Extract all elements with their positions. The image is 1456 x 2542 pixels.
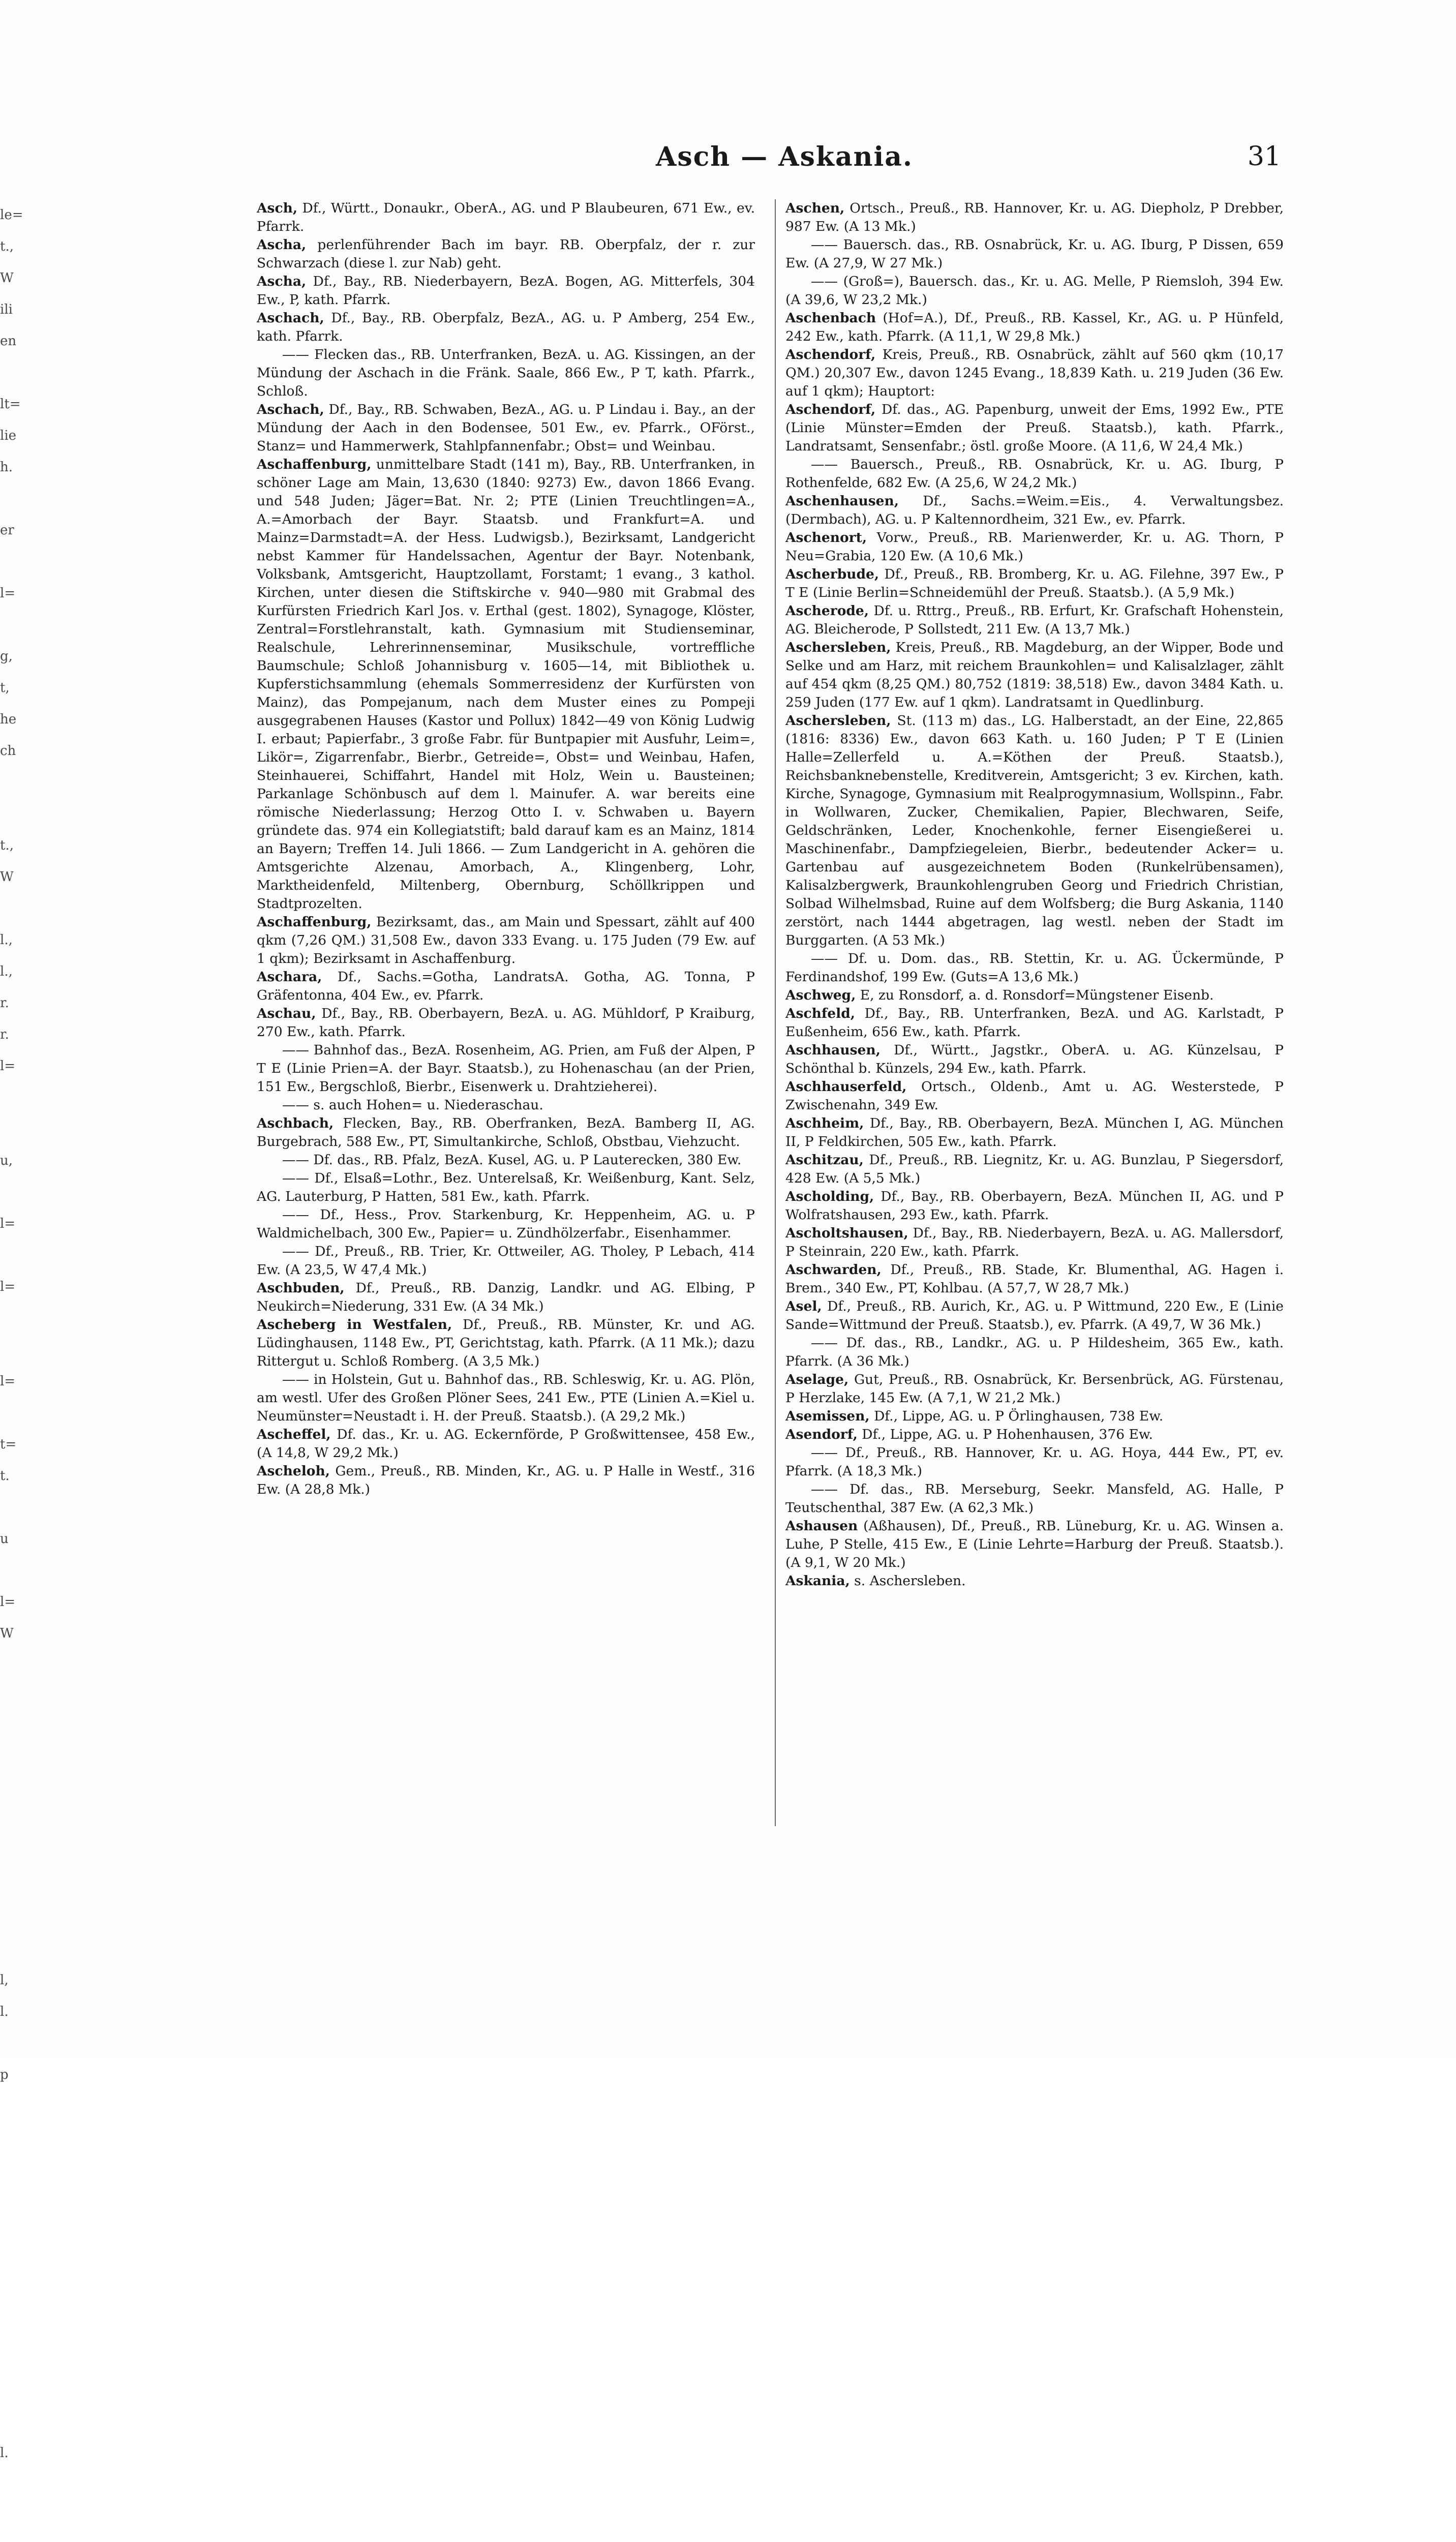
entry-headword: Ascholtshausen, [785, 1225, 908, 1241]
margin-fragment: t. [0, 1468, 10, 1484]
margin-fragment [0, 2311, 76, 2343]
entry-headword: Aschenort, [785, 530, 867, 546]
entry-headword: Ashausen [785, 1518, 858, 1534]
entry-text: Gem., Preuß., RB. Minden, Kr., AG. u. P Halle in Westf., 316 Ew. (A 28,8 Mk.) [257, 1463, 755, 1497]
gazetteer-entry [785, 1151, 1284, 1188]
margin-fragment: l= [0, 1594, 16, 1610]
entry-headword: Asch, [257, 200, 298, 216]
margin-fragment [0, 1901, 76, 1933]
margin-fragment: l= [0, 1279, 16, 1294]
entry-text: Df., Preuß., RB. Liegnitz, Kr. u. AG. Bunzlau, P Siegersdorf, 428 Ew. (A 5,5 Mk.) [785, 1152, 1284, 1186]
margin-fragment [0, 1838, 76, 1870]
gazetteer-entry [785, 639, 1284, 712]
margin-fragment [0, 1649, 76, 1681]
gazetteer-entry [785, 1426, 1284, 1444]
margin-fragment [0, 1775, 76, 1807]
gazetteer-entry [785, 1371, 1284, 1407]
margin-fragment: lie [0, 428, 17, 443]
entry-headword: Ascha, [257, 274, 307, 289]
gazetteer-entry [785, 1078, 1284, 1114]
entry-headword: Asemissen, [785, 1408, 870, 1424]
entry-text: —— Bauersch., Preuß., RB. Osnabrück, Kr. u. AG. Iburg, P Rothenfelde, 682 Ew. (A 25,6, W 24,2 Mk.) [785, 457, 1284, 491]
gazetteer-entry [785, 1517, 1284, 1572]
entry-text: Df., Lippe, AG. u. P Örlinghausen, 738 Ew. [869, 1408, 1164, 1424]
entry-text: —— Df., Preuß., RB. Trier, Kr. Ottweiler, AG. Tholey, P Lebach, 414 Ew. (A 23,5, W 47,4 Mk.) [257, 1244, 755, 1278]
margin-fragment [0, 1712, 76, 1744]
margin-fragment [0, 1681, 76, 1712]
margin-fragment: r. [0, 995, 9, 1011]
gazetteer-entry [785, 1334, 1284, 1371]
margin-fragment: ili [0, 302, 13, 317]
entry-text: Gut, Preuß., RB. Osnabrück, Kr. Bersenbrück, AG. Fürstenau, P Herzlake, 145 Ew. (A 7,1, W 21,2 Mk.) [785, 1372, 1284, 1406]
margin-fragment [0, 798, 76, 830]
entry-text: Ortsch., Oldenb., Amt u. AG. Westerstede, P Zwischenahn, 349 Ew. [785, 1079, 1284, 1113]
entry-text: Df. u. Rttrg., Preuß., RB. Erfurt, Kr. Grafschaft Hohenstein, AG. Bleicherode, P Sollstedt, 211 Ew. (A 13,7 Mk.) [785, 603, 1284, 637]
entry-headword: Askania, [785, 1573, 850, 1589]
margin-fragment: t, [0, 680, 10, 695]
page-title: Asch — Askania. [656, 141, 913, 172]
margin-fragment [0, 1492, 76, 1523]
entry-text: Ortsch., Preuß., RB. Hannover, Kr. u. AG. Diepholz, P Drebber, 987 Ew. (A 13 Mk.) [785, 200, 1284, 234]
entry-text: Df., Sachs.=Gotha, LandratsA. Gotha, AG. Tonna, P Gräfentonna, 404 Ew., ev. Pfarrk. [257, 969, 755, 1003]
margin-fragment [0, 1555, 76, 1586]
entry-headword: Aschaffenburg, [257, 457, 372, 472]
entry-text: Df., Bay., RB. Oberbayern, BezA. u. AG. Mühldorf, P Kraiburg, 270 Ew., kath. Pfarrk. [257, 1006, 755, 1040]
entry-text: —— (Groß=), Bauersch. das., Kr. u. AG. Melle, P Riemsloh, 394 Ew. (A 39,6, W 23,2 Mk.) [785, 274, 1284, 308]
gazetteer-entry [257, 1005, 755, 1041]
margin-fragment: W [0, 1626, 14, 1641]
gazetteer-entry [785, 1444, 1284, 1480]
entry-text: Df., Bay., RB. Oberbayern, BezA. München I, AG. München II, P Feldkirchen, 505 Ew., kath. Pfarrk. [785, 1115, 1284, 1149]
gazetteer-entry [785, 950, 1284, 986]
margin-fragment: er [0, 523, 14, 538]
entry-text: —— s. auch Hohen= u. Niederaschau. [282, 1097, 543, 1113]
margin-fragment [0, 2343, 76, 2374]
gazetteer-entry [785, 1261, 1284, 1297]
margin-fragment [0, 2532, 76, 2542]
gazetteer-entry [257, 1114, 755, 1151]
margin-fragment [0, 2374, 76, 2406]
margin-fragment: g, [0, 649, 13, 664]
margin-fragment [0, 357, 76, 388]
margin-fragment: t., [0, 239, 14, 254]
gazetteer-entry [257, 401, 755, 456]
margin-fragment [0, 1239, 76, 1271]
margin-fragment: W [0, 869, 14, 885]
entry-text: Bezirksamt, das., am Main und Spessart, zählt auf 400 qkm (7,26 QM.) 31,508 Ew., davon 333 Evang. u. 175 Juden (79 Ew. auf 1 qkm); Bezirksamt in Aschaffenburg. [257, 914, 755, 966]
margin-fragment [0, 1113, 76, 1145]
gazetteer-entry [785, 1407, 1284, 1426]
entry-headword: Ascheberg in Westfalen, [257, 1317, 452, 1333]
entry-text: Df., Sachs.=Weim.=Eis., 4. Verwaltungsbez. (Dermbach), AG. u. P Kaltennordheim, 321 Ew., ev. Pfarrk. [785, 493, 1284, 527]
gazetteer-entry [257, 1096, 755, 1114]
entry-headword: Aschendorf, [785, 347, 876, 362]
entry-headword: Ascherode, [785, 603, 869, 619]
entry-text: —— Bahnhof das., BezA. Rosenheim, AG. Prien, am Fuß der Alpen, P T E (Linie Prien=A. der Bayr. Staatsb.), zu Hohenaschau (an der Prien, 151 Ew., Bergschloß, Bierbr., Eisenwerk u. Drahtzieherei). [257, 1042, 755, 1095]
gazetteer-entry [257, 309, 755, 346]
entry-text: Vorw., Preuß., RB. Marienwerder, Kr. u. AG. Thorn, P Neu=Grabia, 120 Ew. (A 10,6 Mk.) [785, 530, 1284, 564]
entry-text: Df., Bay., RB. Oberbayern, BezA. München II, AG. und P Wolfratshausen, 293 Ew., kath. Pfarrk. [785, 1189, 1284, 1223]
entry-text: —— Df., Elsaß=Lothr., Bez. Unterelsaß, Kr. Weißenburg, Kant. Selz, AG. Lauterburg, P Hatten, 581 Ew., kath. Pfarrk. [257, 1170, 755, 1204]
entry-headword: Aschbuden, [257, 1280, 345, 1296]
gazetteer-entry [257, 1041, 755, 1096]
entry-text: Kreis, Preuß., RB. Osnabrück, zählt auf 560 qkm (10,17 QM.) 20,307 Ew., davon 1245 Evang., 18,839 Kath. u. 219 Juden (36 Ew. auf 1 qkm); Hauptort: [785, 347, 1284, 399]
entry-headword: Aschach, [257, 402, 324, 417]
gazetteer-entry [257, 273, 755, 309]
gazetteer-entry [257, 199, 755, 236]
gazetteer-entry [785, 236, 1284, 273]
entry-text: unmittelbare Stadt (141 m), Bay., RB. Unterfranken, in schöner Lage am Main, 13,630 (1840: 9273) Ew., davon 1866 Evang. und 548 Juden; Jäger=Bat. Nr. 2; PTE (Linien Treuchtlingen=A., A.=Amorbach der Bayr. Staatsb. und Frankfurt=A. und Mainz=Darmstadt=A. der Hess. Ludwigsb.), Bezirksamt, Landgericht nebst Kammer für Handelssachen, Agentur der Bayr. Notenbank, Volksbank, Amtsgericht, Hauptzollamt, Forstamt; 1 evang., 3 kathol. Kirchen, unter diesen die Stiftskirche v. 940—980 mit Grabmal des Kurfürsten Friedrich Karl Jos. v. Erthal (gest. 1802), Synagoge, Klöster, Zentral=Forstlehranstalt, kath. Gymnasium mit Studienseminar, Realschule, Lehrerinnenseminar, Musikschule, vortreffliche Baumschule; Schloß Johannisburg v. 1605—14, mit Bibliothek u. Kupferstichsammlung (ehemals Sommerresidenz der Kurfürsten von Mainz), das Pompejanum, nach dem Muster eines zu Pompeji ausgegrabenen Hauses (Kastor und Pollux) 1842—49 von König Ludwig I. erbaut; Papierfabr., 3 große Fabr. für Buntpapier mit Ausfuhr, Leim=, Likör=, Zigarrenfabr., Bierbr., Getreide=, Obst= und Weinbau, Hafen, Steinhauerei, Schiffahrt, Handel mit Holz, Wein u. Bausteinen; Parkanlage Schönbusch auf dem l. Mainufer. A. war bereits eine römische Niederlassung; Herzog Otto I. v. Schwaben u. Bayern gründete das. 974 ein Kollegiatstift; bald darauf kam es an Mainz, 1814 an Bayern; Treffen 14. Juli 1866. — Zum Landgericht in A. gehören die Amtsgerichte Alzenau, Amorbach, A., Klingenberg, Lohr, Marktheidenfeld, Miltenberg, Obernburg, Schöllkrippen und Stadtprozelten. [257, 457, 755, 912]
margin-fragment [0, 2280, 76, 2311]
entry-text: —— Df., Hess., Prov. Starkenburg, Kr. Heppenheim, AG. u. P Waldmichelbach, 300 Ew., Papier= u. Zündhölzerfabr., Eisenhammer. [257, 1207, 755, 1241]
entry-headword: Aschenhausen, [785, 493, 899, 509]
gazetteer-entry [257, 1151, 755, 1169]
entry-headword: Aschersleben, [785, 640, 891, 655]
entry-headword: Aschbach, [257, 1115, 334, 1131]
margin-fragment [0, 1933, 76, 1964]
entry-headword: Aschara, [257, 969, 322, 985]
margin-fragment: l= [0, 586, 16, 601]
gazetteer-entry [785, 1572, 1284, 1590]
gazetteer-entry [785, 712, 1284, 950]
margin-fragment [0, 1744, 76, 1775]
running-head [264, 141, 1281, 177]
margin-fragment: l. [0, 2445, 9, 2461]
column-divider [775, 199, 776, 1826]
margin-fragment [0, 2154, 76, 2185]
page-number: 31 [1247, 141, 1281, 172]
entry-headword: Aschau, [257, 1006, 316, 1021]
entry-text: Df., Bay., RB. Schwaben, BezA., AG. u. P Lindau i. Bay., an der Mündung der Aach in den Bodensee, 501 Ew., ev. Pfarrk., OFörst., Stanz= und Hammerwerk, Stahlpfannenfabr.; Obst= und Weinbau. [257, 402, 755, 454]
margin-fragment [0, 1334, 76, 1366]
entry-headword: Aschweg, [785, 987, 856, 1003]
gazetteer-entry [257, 1279, 755, 1316]
entry-text: Df., Württ., Jagstkr., OberA. u. AG. Künzelsau, P Schönthal b. Künzels, 294 Ew., kath. Pfarrk. [785, 1042, 1284, 1076]
margin-fragment: h. [0, 460, 13, 475]
gazetteer-entry [257, 1206, 755, 1243]
entry-text: Df., Preuß., RB. Aurich, Kr., AG. u. P Wittmund, 220 Ew., E (Linie Sande=Wittmund der Preuß. Staatsb.), ev. Pfarrk. (A 49,7, W 36 Mk.) [785, 1298, 1284, 1333]
margin-fragment: he [0, 712, 17, 727]
gazetteer-entry [257, 1243, 755, 1279]
gazetteer-entry [257, 1169, 755, 1206]
margin-fragment [0, 1303, 76, 1334]
entry-text: Df., Bay., RB. Niederbayern, BezA. u. AG. Mallersdorf, P Steinrain, 220 Ew., kath. Pfarrk. [785, 1225, 1284, 1259]
gazetteer-entry [785, 346, 1284, 401]
entry-text: Kreis, Preuß., RB. Magdeburg, an der Wipper, Bode und Selke und am Harz, mit reichem Braunkohlen= und Kalisalzlager, zählt auf 454 qkm (8,25 QM.) 80,752 (1819: 38,518) Ew., davon 3484 Kath. u. 259 Juden (177 Ew. auf 1 qkm). Landratsamt in Quedlinburg. [785, 640, 1284, 710]
margin-fragment [0, 609, 76, 641]
entry-headword: Aselage, [785, 1372, 849, 1387]
margin-fragment: l., [0, 964, 13, 979]
entry-headword: Ascheffel, [257, 1427, 331, 1442]
entry-headword: Aschach, [257, 310, 324, 326]
gazetteer-entry [257, 1426, 755, 1462]
gazetteer-entry [785, 273, 1284, 309]
entry-text: Flecken, Bay., RB. Oberfranken, BezA. Bamberg II, AG. Burgebrach, 588 Ew., PT, Simultankirche, Schloß, Obstbau, Viehzucht. [257, 1115, 755, 1149]
gazetteer-entry [785, 401, 1284, 456]
entry-text: —— Df. das., RB. Pfalz, BezA. Kusel, AG. u. P Lauterecken, 380 Ew. [282, 1152, 742, 1168]
entry-headword: Aschhausen, [785, 1042, 881, 1058]
margin-fragment: l= [0, 1216, 16, 1231]
margin-fragment: t= [0, 1437, 17, 1452]
entry-text: Df., Preuß., RB. Münster, Kr. und AG. Lüdinghausen, 1148 Ew., PT, Gerichtstag, kath. Pfarrk. (A 11 Mk.); dazu Rittergut u. Schloß Romberg. (A 3,5 Mk.) [257, 1317, 755, 1369]
entry-headword: Asel, [785, 1298, 822, 1314]
margin-fragment: t., [0, 838, 14, 853]
margin-fragment: lt= [0, 397, 21, 412]
entry-text: Df., Württ., Donaukr., OberA., AG. und P Blaubeuren, 671 Ew., ev. Pfarrk. [257, 200, 755, 234]
entry-text: Df., Bay., RB. Unterfranken, BezA. und AG. Karlstadt, P Eußenheim, 656 Ew., kath. Pfarrk. [785, 1006, 1284, 1040]
gazetteer-entry [785, 602, 1284, 639]
entry-text: —— Df. u. Dom. das., RB. Stettin, Kr. u. AG. Ückermünde, P Ferdinandshof, 199 Ew. (Guts=A 13,6 Mk.) [785, 951, 1284, 985]
margin-fragment [0, 767, 76, 798]
gazetteer-entry [785, 565, 1284, 602]
right-column [785, 199, 1284, 1590]
margin-fragment: r. [0, 1027, 9, 1042]
entry-text: perlenführender Bach im bayr. RB. Oberpfalz, der r. zur Schwarzach (diese l. zur Nab) geht. [257, 237, 755, 271]
gazetteer-entry [257, 968, 755, 1005]
left-margin-bleed-fragments [0, 199, 76, 2542]
margin-fragment: l= [0, 1374, 16, 1389]
margin-fragment [0, 1397, 76, 1429]
entry-text: Df., Bay., RB. Oberpfalz, BezA., AG. u. P Amberg, 254 Ew., kath. Pfarrk. [257, 310, 755, 344]
entry-text: —— Df. das., RB., Landkr., AG. u. P Hildesheim, 365 Ew., kath. Pfarrk. (A 36 Mk.) [785, 1335, 1284, 1369]
margin-fragment [0, 2500, 76, 2532]
entry-headword: Aschenbach [785, 310, 876, 326]
entry-text: Df., Preuß., RB. Stade, Kr. Blumenthal, AG. Hagen i. Brem., 340 Ew., PT, Kohlbau. (A 57,7, W 28,7 Mk.) [785, 1262, 1284, 1296]
entry-text: —— Df. das., RB. Merseburg, Seekr. Mansfeld, AG. Halle, P Teutschenthal, 387 Ew. (A 62,3 Mk.) [785, 1481, 1284, 1516]
margin-fragment: ch [0, 743, 16, 759]
margin-fragment: en [0, 334, 17, 349]
margin-fragment [0, 1870, 76, 1901]
margin-fragment [0, 2122, 76, 2154]
entry-text: Df. das., Kr. u. AG. Eckernförde, P Großwittensee, 458 Ew., (A 14,8, W 29,2 Mk.) [257, 1427, 755, 1461]
entry-text: —— in Holstein, Gut u. Bahnhof das., RB. Schleswig, Kr. u. AG. Plön, am westl. Ufer des Großen Plöner Sees, 241 Ew., PTE (Linien A.=Kiel u. Neumünster=Neustadt i. H. der Preuß. Staatsb.). (A 29,2 Mk.) [257, 1372, 755, 1424]
margin-fragment [0, 1807, 76, 1838]
gazetteer-entry [785, 1114, 1284, 1151]
entry-text: Df., Preuß., RB. Bromberg, Kr. u. AG. Filehne, 397 Ew., P T E (Linie Berlin=Schneidemühl der Preuß. Staatsb.). (A 5,9 Mk.) [785, 566, 1284, 600]
gazetteer-entry [785, 1005, 1284, 1041]
entry-text: Df., Bay., RB. Niederbayern, BezA. Bogen, AG. Mitterfels, 304 Ew., P, kath. Pfarrk. [257, 274, 755, 308]
margin-fragment [0, 2091, 76, 2122]
gazetteer-entry [257, 1316, 755, 1371]
entry-text: (Aßhausen), Df., Preuß., RB. Lüneburg, Kr. u. AG. Winsen a. Luhe, P Stelle, 415 Ew., E (Linie Lehrte=Harburg der Preuß. Staatsb.). (A 9,1, W 20 Mk.) [785, 1518, 1284, 1570]
gazetteer-entry [257, 456, 755, 913]
margin-fragment [0, 893, 76, 924]
gazetteer-entry [785, 1224, 1284, 1261]
gazetteer-entry [785, 529, 1284, 565]
entry-headword: Ascha, [257, 237, 307, 253]
margin-fragment: l. [0, 2004, 9, 2019]
margin-fragment [0, 2406, 76, 2437]
gazetteer-entry [785, 456, 1284, 492]
margin-fragment: u, [0, 1153, 13, 1168]
gazetteer-entry [785, 1297, 1284, 1334]
margin-fragment: le= [0, 207, 23, 223]
entry-text: —— Df., Preuß., RB. Hannover, Kr. u. AG. Hoya, 444 Ew., PT, ev. Pfarrk. (A 18,3 Mk.) [785, 1445, 1284, 1479]
entry-headword: Aschfeld, [785, 1006, 855, 1021]
entry-headword: Aschen, [785, 200, 845, 216]
entry-text: St. (113 m) das., LG. Halberstadt, an der Eine, 22,865 (1816: 8336) Ew., davon 663 Kath. u. 160 Juden; P T E (Linien Halle=Zellerfeld u. A.=Köthen der Preuß. Staatsb.), Reichsbanknebenstelle, Kreditverein, Amtsgericht; 3 ev. Kirchen, kath. Kirche, Synagoge, Gymnasium mit Realprogymnasium, Wollspinn., Fabr. in Wollwaren, Zucker, Chemikalien, Papier, Blechwaren, Seife, Geldschränken, Leder, Knochenkohle, ferner Eisengießerei u. Maschinenfabr., Dampfziegeleien, Bierbr., bedeutender Acker= u. Gartenbau auf ausgezeichnetem Boden (Runkelrübensamen), Kalisalzbergwerk, Braunkohlengruben Georg und Friedrich Christian, Solbad Wilhelmsbad, Ruine auf dem Wolfsberg; die Burg Askania, 1140 zerstört, nach 1444 abgetragen, lag westl. neben der Stadt im Burggarten. (A 53 Mk.) [785, 713, 1284, 948]
entry-text: Df., Preuß., RB. Danzig, Landkr. und AG. Elbing, P Neukirch=Niederung, 331 Ew. (A 34 Mk.) [257, 1280, 755, 1314]
entry-text: (Hof=A.), Df., Preuß., RB. Kassel, Kr., AG. u. P Hünfeld, 242 Ew., kath. Pfarrk. (A 11,1, W 29,8 Mk.) [785, 310, 1284, 344]
margin-fragment: W [0, 270, 14, 286]
entry-text: s. Aschersleben. [850, 1573, 966, 1589]
gazetteer-entry [785, 986, 1284, 1005]
margin-fragment [0, 546, 76, 578]
entry-text: —— Flecken das., RB. Unterfranken, BezA. u. AG. Kissingen, an der Mündung der Aschach in die Fränk. Saale, 866 Ew., P T, kath. Pfarrk., Schloß. [257, 347, 755, 399]
gazetteer-entry [785, 1480, 1284, 1517]
entry-headword: Aschersleben, [785, 713, 891, 729]
gazetteer-entry [257, 236, 755, 273]
entry-headword: Aschitzau, [785, 1152, 864, 1168]
margin-fragment [0, 1082, 76, 1113]
entry-headword: Ascherbude, [785, 566, 879, 582]
entry-headword: Aschheim, [785, 1115, 864, 1131]
gazetteer-entry [785, 1041, 1284, 1078]
gazetteer-entry [257, 1462, 755, 1499]
margin-fragment [0, 2217, 76, 2248]
margin-fragment [0, 2469, 76, 2500]
entry-headword: Aschendorf, [785, 402, 876, 417]
margin-fragment: u [0, 1531, 9, 1547]
entry-text: E, zu Ronsdorf, a. d. Ronsdorf=Müngstener Eisenb. [856, 987, 1214, 1003]
margin-fragment: l., [0, 932, 13, 948]
margin-fragment: p [0, 2067, 9, 2082]
entry-headword: Asendorf, [785, 1427, 858, 1442]
gazetteer-entry [785, 1188, 1284, 1224]
entry-text: Df. das., AG. Papenburg, unweit der Ems, 1992 Ew., PTE (Linie Münster=Emden der Preuß. Staatsb.), kath. Pfarrk., Landratsamt, Sensenfabr.; östl. große Moore. (A 11,6, W 24,4 Mk.) [785, 402, 1284, 454]
entry-text: Df., Lippe, AG. u. P Hohenhausen, 376 Ew. [857, 1427, 1153, 1442]
entry-headword: Aschwarden, [785, 1262, 882, 1278]
margin-fragment [0, 2027, 76, 2059]
margin-fragment: l= [0, 1058, 16, 1074]
margin-fragment [0, 2248, 76, 2280]
entry-text: —— Bauersch. das., RB. Osnabrück, Kr. u. AG. Iburg, P Dissen, 659 Ew. (A 27,9, W 27 Mk.) [785, 237, 1284, 271]
gazetteer-entry [785, 309, 1284, 346]
gazetteer-entry [257, 346, 755, 401]
entry-headword: Aschhauserfeld, [785, 1079, 907, 1095]
gazetteer-entry [257, 1371, 755, 1426]
margin-fragment: l, [0, 1973, 9, 1988]
left-column [257, 199, 755, 1499]
gazetteer-entry [257, 913, 755, 968]
margin-fragment [0, 483, 76, 515]
margin-fragment [0, 1176, 76, 1208]
margin-fragment [0, 2185, 76, 2217]
gazetteer-entry [785, 199, 1284, 236]
entry-headword: Ascholding, [785, 1189, 874, 1204]
gazetteer-entry [785, 492, 1284, 529]
entry-headword: Ascheloh, [257, 1463, 330, 1479]
entry-headword: Aschaffenburg, [257, 914, 372, 930]
